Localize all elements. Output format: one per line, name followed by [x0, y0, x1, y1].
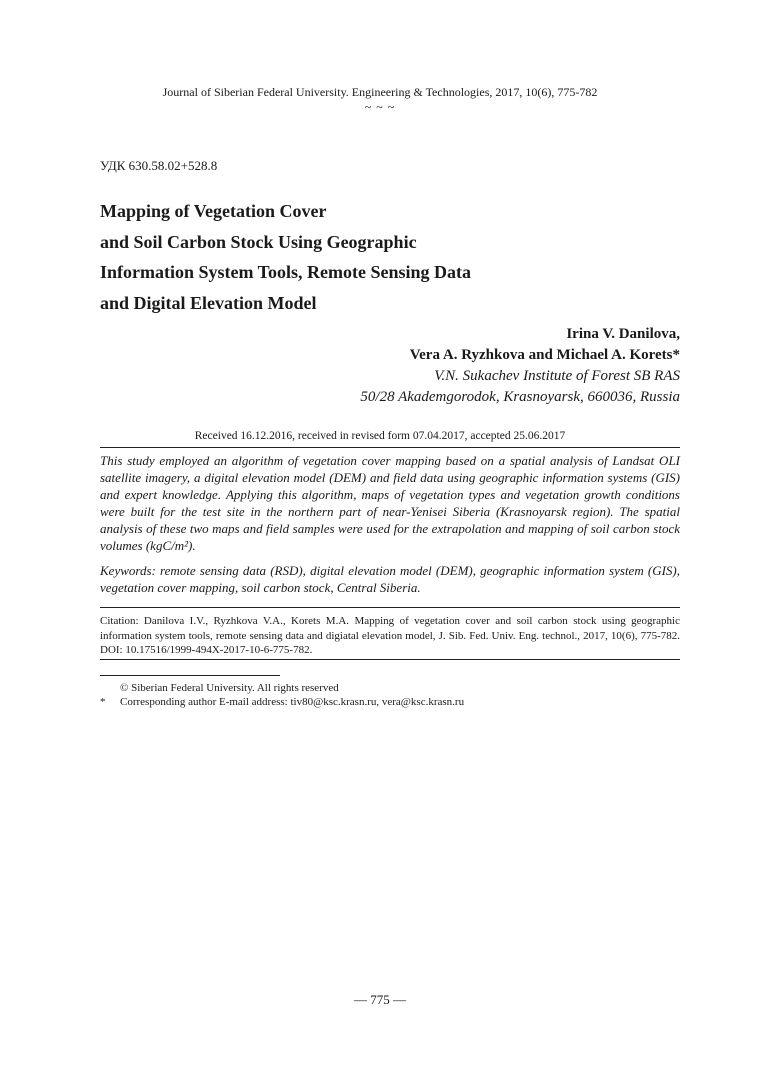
author-line: Irina V. Danilova, [566, 326, 680, 342]
footnote-mark: * [100, 696, 106, 708]
author-block [360, 324, 680, 408]
title-line: Information System Tools, Remote Sensing Data [100, 262, 472, 282]
footnote-copyright [100, 681, 680, 695]
title-line: and Digital Elevation Model [100, 292, 317, 313]
abstract: This study employed an algorithm of vegetation cover mapping based on a spatial analysis of Landsat OLI satellite imagery, a digital elevation model (DEM) and field data using geographic information systems (GIS) and expert knowledge. Applying this algorithm, maps of vegetation types and vegetation growth conditions were built for the test site in the northern part of near-Yenisei Siberia (Krasnoyarsk region). The spatial analysis of these two maps and field samples were used for the extrapolation and mapping of soil carbon stock volumes (kgC/m²). [100, 453, 680, 554]
journal-header: Journal of Siberian Federal University. Engineering & Technologies, 2017, 10(6), 775-782 [162, 85, 598, 99]
paper-title [100, 196, 660, 318]
footnote-divider [100, 675, 280, 676]
citation: Citation: Danilova I.V., Ryzhkova V.A., Korets M.A. Mapping of vegetation cover and soil carbon stock using geographic information system tools, remote sensing data and digiatal elevation model, J. Sib. Fed. Univ. Eng. technol., 2017, 10(6), 775-782. DOI: 10.17516/1999-494X-2017-10-6-775-782. [100, 615, 680, 656]
footnote-text: © Siberian Federal University. All rights reserved [120, 682, 339, 694]
title-line: and Soil Carbon Stock Using Geographic [100, 231, 417, 252]
footnote-corresponding [100, 695, 680, 709]
affiliation-line: 50/28 Akademgorodok, Krasnoyarsk, 660036, Russia [360, 389, 680, 405]
affiliation-line: V.N. Sukachev Institute of Forest SB RAS [434, 368, 680, 384]
divider [100, 447, 680, 448]
footnote-text: Corresponding author E-mail address: tiv80@ksc.krasn.ru, vera@ksc.krasn.ru [120, 696, 465, 708]
author-line: Vera A. Ryzhkova and Michael A. Korets* [409, 347, 680, 363]
page-number: — 775 — [354, 992, 406, 1007]
title-line: Mapping of Vegetation Cover [100, 201, 327, 221]
keywords: Keywords: remote sensing data (RSD), digital elevation model (DEM), geographic information system (GIS), vegetation cover mapping, soil carbon stock, Central Siberia. [100, 563, 680, 596]
udk-code: УДК 630.58.02+528.8 [100, 158, 218, 173]
received-dates: Received 16.12.2016, received in revised form 07.04.2017, accepted 25.06.2017 [194, 430, 566, 442]
divider [100, 607, 680, 608]
divider [100, 659, 680, 660]
journal-separator: ~ ~ ~ [364, 100, 396, 114]
